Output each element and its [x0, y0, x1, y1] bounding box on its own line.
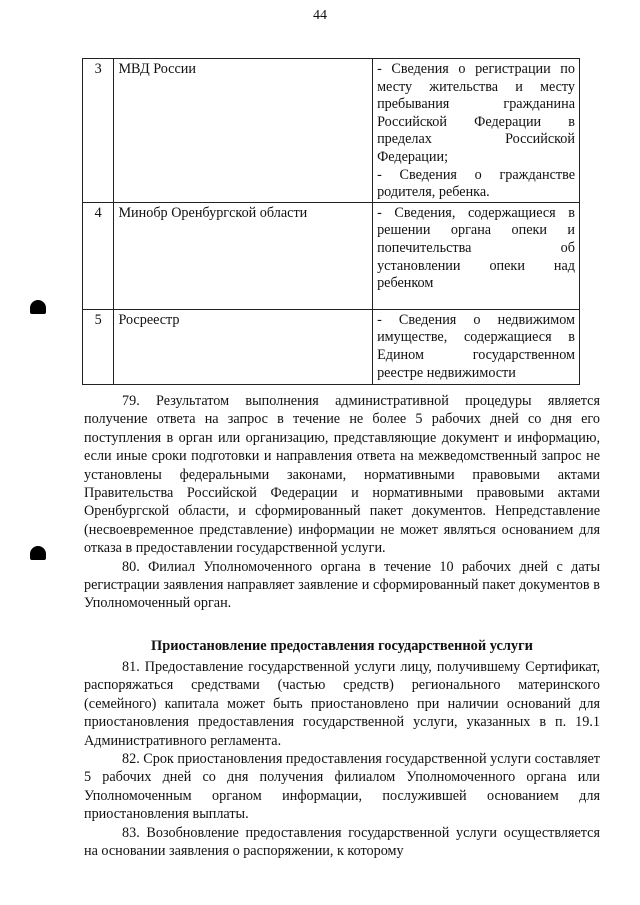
- table-row: [83, 202, 580, 309]
- table-row: [83, 309, 580, 384]
- requested-info: [373, 309, 580, 384]
- agency-info-table: [82, 58, 580, 385]
- paragraph-83: 83. Возобновление предоставления государственной услуги осуществляется на основании заявления о распоряжении, к которому: [84, 824, 600, 860]
- agency-name: МВД России: [114, 59, 373, 203]
- info-item: - Сведения о недвижимом имуществе, содержащиеся в Едином государственном реестре недвижимости: [377, 311, 575, 381]
- requested-info: [373, 59, 580, 203]
- table-row: [83, 59, 580, 203]
- requested-info: [373, 202, 580, 309]
- paragraph-81: 81. Предоставление государственной услуги лицу, получившему Сертификат, распоряжаться средствами (частью средств) регионального материнского (семейного) капитала может быть приостановлено при наличии оснований для приостановления предоставления государственной услуги, указанных в п. 19.1 Административного регламента.: [84, 659, 600, 749]
- paragraph-80: 80. Филиал Уполномоченного органа в течение 10 рабочих дней с даты регистрации заявления направляет заявление и сформированный пакет документов в Уполномоченный орган.: [84, 558, 600, 612]
- body-text-upper: [84, 392, 600, 613]
- body-text-lower: [84, 658, 600, 860]
- paragraph-82: 82. Срок приостановления предоставления государственной услуги составляет 5 рабочих дней со дня получения филиалом Уполномоченного органа или Уполномоченным органом информации, послужившей основанием для приостановления выплаты.: [84, 751, 600, 823]
- agency-name: Минобр Оренбургской области: [114, 202, 373, 309]
- row-number: 3: [83, 59, 114, 203]
- info-item: - Сведения о гражданстве родителя, ребенка.: [377, 166, 575, 201]
- row-number: 5: [83, 309, 114, 384]
- row-number: 4: [83, 202, 114, 309]
- agency-name: Росреестр: [114, 309, 373, 384]
- page-number: 44: [313, 8, 327, 23]
- info-item: - Сведения, содержащиеся в решении органа опеки и попечительства об установлении опеки над ребенком: [377, 204, 575, 292]
- section-heading: Приостановление предоставления государственной услуги: [151, 638, 533, 654]
- info-item: - Сведения о регистрации по месту жительства и месту пребывания гражданина Российской Федерации в пределах Российской Федерации;: [377, 61, 575, 165]
- punch-hole-icon: [30, 300, 46, 314]
- punch-hole-icon: [30, 546, 46, 560]
- paragraph-79: 79. Результатом выполнения административной процедуры является получение ответа на запрос в течение не более 5 рабочих дней со дня его поступления в орган или организацию, представляющие документ и информацию, если иные сроки подготовки и направления ответа на межведомственный запрос не установлены федеральными законами, нормативными правовыми актами Правительства Российской Федерации и нормативными правовыми актами Оренбургской области, и сформированный пакет документов. Непредставление (несвоевременное представление) информации не может являться основанием для отказа в предоставлении государственной услуги.: [84, 393, 600, 557]
